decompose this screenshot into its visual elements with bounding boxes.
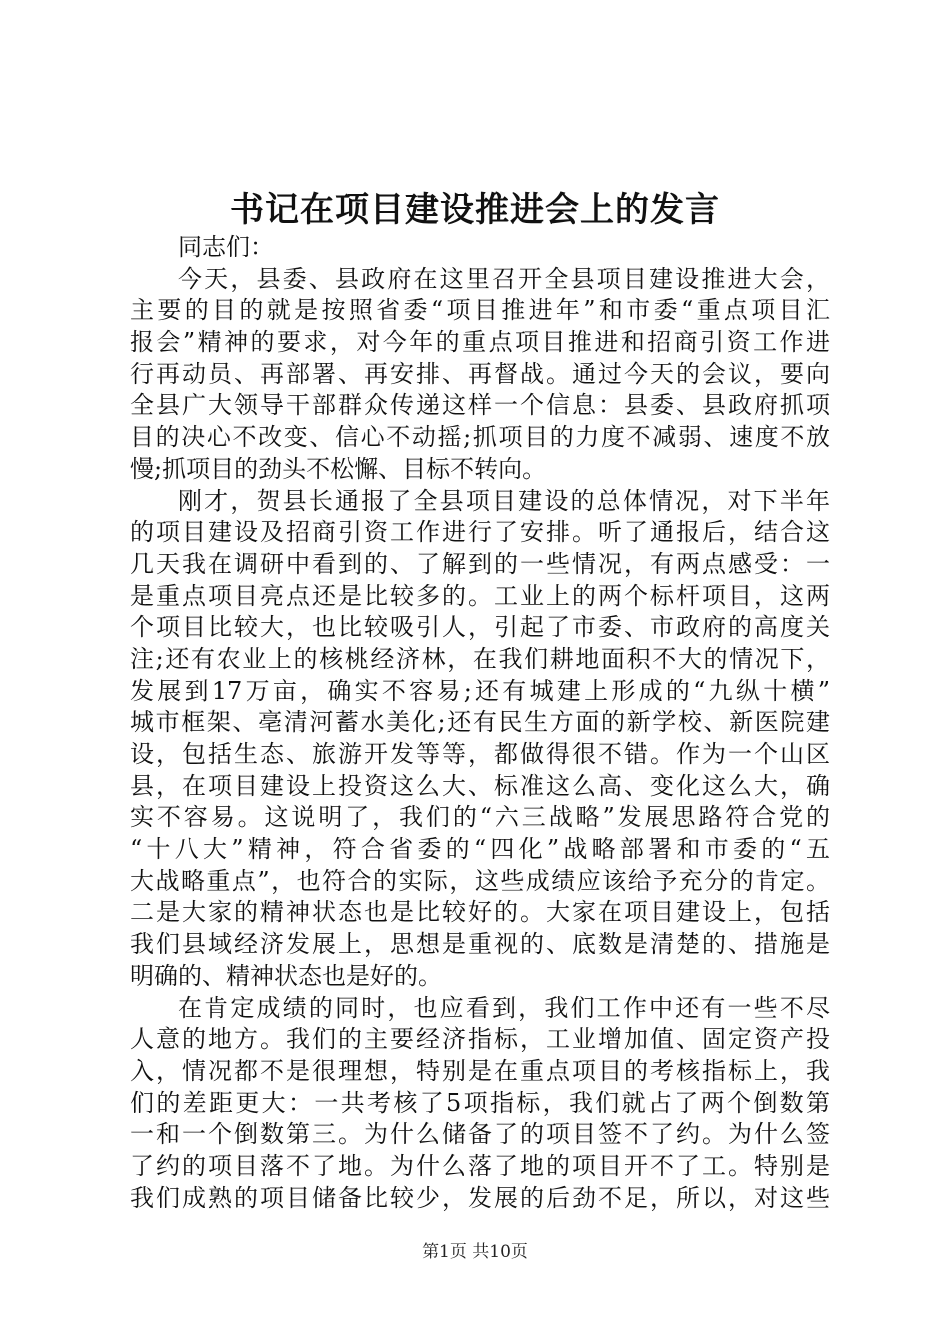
paragraph-2-line: 发展到17万亩，确实不容易;还有城建上形成的“九纵十横” xyxy=(130,676,830,705)
paragraph-2-line: 的项目建设及招商引资工作进行了安排。听了通报后，结合这 xyxy=(130,518,830,547)
paragraph-2-line: “十八大”精神，符合省委的“四化”战略部署和市委的“五 xyxy=(130,835,830,864)
paragraph-2-line: 几天我在调研中看到的、了解到的一些情况，有两点感受：一 xyxy=(130,549,830,578)
paragraph-1-line: 目的决心不改变、信心不动摇;抓项目的力度不减弱、速度不放 xyxy=(130,423,830,452)
paragraph-3-line: 一和一个倒数第三。为什么储备了的项目签不了约。为什么签 xyxy=(130,1120,830,1149)
paragraph-3-line: 入，情况都不是很理想，特别是在重点项目的考核指标上，我 xyxy=(130,1056,830,1085)
paragraph-2-line: 二是大家的精神状态也是比较好的。大家在项目建设上，包括 xyxy=(130,898,830,927)
paragraph-1-line: 主要的目的就是按照省委“项目推进年”和市委“重点项目汇 xyxy=(130,296,830,325)
paragraph-2-line: 实不容易。这说明了，我们的“六三战略”发展思路符合党的 xyxy=(130,803,830,832)
document-title: 书记在项目建设推进会上的发言 xyxy=(230,190,720,230)
paragraph-1-line: 行再动员、再部署、再安排、再督战。通过今天的会议，要向 xyxy=(130,359,830,388)
paragraph-2-line: 设，包括生态、旅游开发等等，都做得很不错。作为一个山区 xyxy=(130,740,830,768)
document-body xyxy=(130,232,830,1214)
paragraph-2-line: 是重点项目亮点还是比较多的。工业上的两个标杆项目，这两 xyxy=(130,581,830,610)
salutation-line: 同志们： xyxy=(178,233,274,261)
paragraph-1-line: 慢;抓项目的劲头不松懈、目标不转向。 xyxy=(130,454,547,483)
paragraph-2-line: 明确的、精神状态也是好的。 xyxy=(130,961,442,990)
paragraph-1-line: 报会”精神的要求，对今年的重点项目推进和招商引资工作进 xyxy=(130,328,830,357)
paragraph-2-line: 县，在项目建设上投资这么大、标准这么高、变化这么大，确 xyxy=(130,771,830,800)
paragraph-3-line: 人意的地方。我们的主要经济指标，工业增加值、固定资产投 xyxy=(130,1025,830,1054)
paragraph-3-line: 们的差距更大：一共考核了5项指标，我们就占了两个倒数第 xyxy=(130,1088,830,1117)
page-footer xyxy=(0,1240,950,1264)
page-number-label: 第1页 共10页 xyxy=(422,1242,528,1262)
paragraph-2-line: 个项目比较大，也比较吸引人，引起了市委、市政府的高度关 xyxy=(130,613,830,642)
paragraph-3-line: 在肯定成绩的同时，也应看到，我们工作中还有一些不尽 xyxy=(178,993,830,1022)
paragraph-3-line: 我们成熟的项目储备比较少，发展的后劲不足，所以，对这些 xyxy=(130,1183,830,1212)
paragraph-2-line: 我们县域经济发展上，思想是重视的、底数是清楚的、措施是 xyxy=(130,930,830,959)
paragraph-3-line: 了约的项目落不了地。为什么落了地的项目开不了工。特别是 xyxy=(130,1151,830,1180)
paragraph-2-line: 城市框架、亳清河蓄水美化;还有民生方面的新学校、新医院建 xyxy=(130,708,830,737)
paragraph-2-line: 刚才，贺县长通报了全县项目建设的总体情况，对下半年 xyxy=(178,486,830,515)
paragraph-1-line: 今天，县委、县政府在这里召开全县项目建设推进大会， xyxy=(178,264,830,293)
paragraph-1-line: 全县广大领导干部群众传递这样一个信息：县委、县政府抓项 xyxy=(130,391,830,420)
paragraph-2-line: 大战略重点”，也符合的实际，这些成绩应该给予充分的肯定。 xyxy=(130,866,830,895)
paragraph-2-line: 注;还有农业上的核桃经济林，在我们耕地面积不大的情况下， xyxy=(130,644,830,673)
